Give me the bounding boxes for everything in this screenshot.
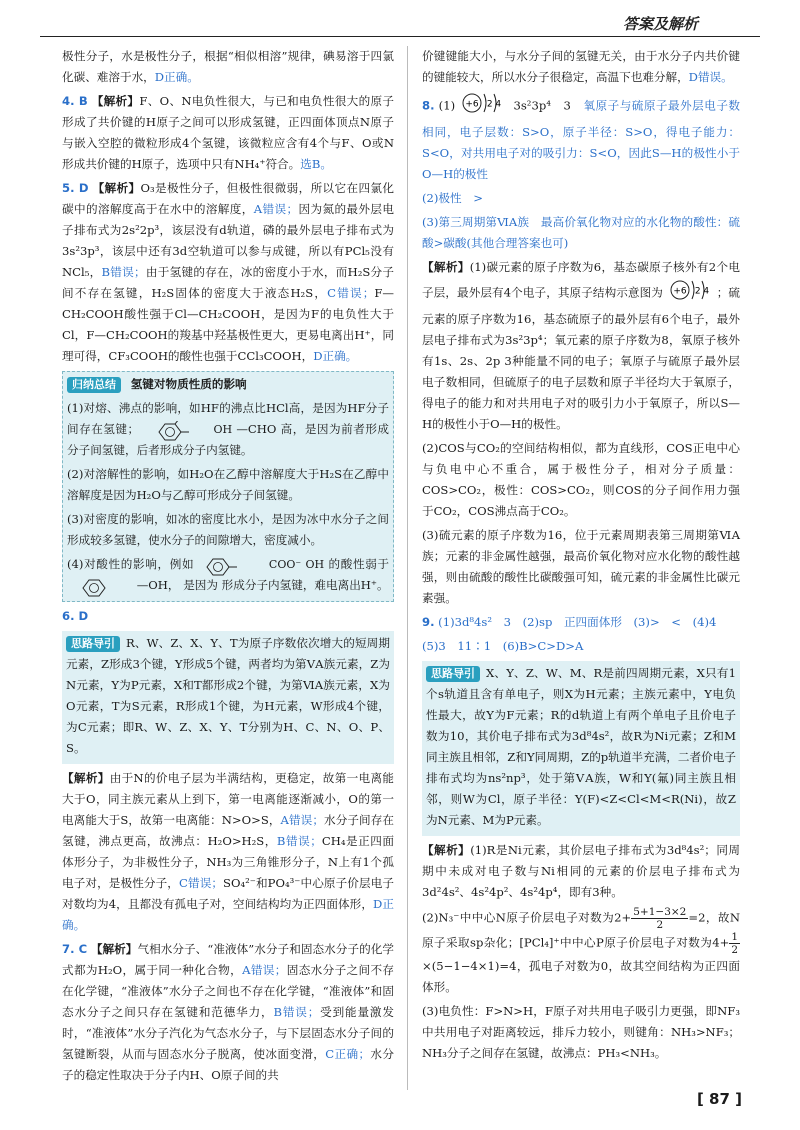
oh-label: OH <box>213 423 233 436</box>
page-number: [ 87 ] <box>696 1090 742 1108</box>
summary-box <box>62 371 394 602</box>
analysis-8-3: (3)硫元素的原子序数为16，位于元素周期表第三周期第ⅥA族；元素的非金属性越强，最高价氧化物对应水化物的酸性越强，则由硫酸的酸性比碳酸强可知，硫元素的非金属性比碳元素强。 <box>422 528 740 605</box>
fraction: $\frac{1}{2}$ <box>731 931 738 956</box>
carboxylate-label: COO⁻ <box>268 558 302 571</box>
answer-8-part-2: (2)极性 > <box>422 191 483 205</box>
summary-title: 氢键对物质性质的影响 <box>130 377 247 391</box>
continued-paragraph: 价键键能大小，与水分子间的氢键无关，由于水分子内共价键的键能较大，所以水分子很稳定，高温下也难分解，D错误。 <box>422 49 740 84</box>
atom-shells: 2 4 <box>694 286 709 297</box>
left-column <box>62 46 394 1089</box>
question-number: 4. B <box>62 94 88 108</box>
summary-item-3: (3)对密度的影响，如冰的密度比水小，是因为冰中水分子之间形成较多氢键，使水分子的间隙增大，密度减小。 <box>67 512 389 547</box>
analysis-6: 【解析】由于N的价电子层为半满结构，更稳定，故第一电离能大于O，同主族元素从上到下，第一电离能逐渐减小，O的第一电离能大于S，故第一电离能：N>O>S，A错误；水分子间存在氢键，沸点更高，故沸点：H₂O>H₂S，B错误；CH₄是正四面体形分子，为非极性分子，NH₃为三角锥形分子，N上有1个孤电子对，是极性分子，C错误；SO₄²⁻和PO₄³⁻中心原子价层电子对数均为4，且都没有孤电子对，空间结构均为正四面体形，D正确。 <box>62 771 394 932</box>
header-rule <box>40 36 760 37</box>
oh-label: OH <box>305 558 325 571</box>
benzene-structure <box>69 577 131 595</box>
answer-8-part-3: (3)第三周期第ⅥA族 最高价氧化物对应的水化物的酸性：硫酸>碳酸(其他合理答案也可) <box>422 215 740 250</box>
question-number: 8. <box>422 98 435 113</box>
answer-7: 7. C 【解析】气相水分子、“准液体”水分子和固态水分子的化学式都为H₂O，属于同一种化合物，A错误；固态水分子之间不存在化学键，“准液体”水分子之间也不存在化学键，“准液体”和固态水分子之间只存在氢键和范德华力，B错误；受到能量激发时，“准液体”水分子汽化为气态水分子，与下层固态水分子间的氢键断裂，从而与固态水分子脱离，使冰面变滑，C正确；水分子的稳定性取决于分子内H、O原子间的共 <box>62 942 395 1082</box>
benzene-structure <box>201 556 263 574</box>
question-number: 6. D <box>62 609 89 623</box>
analysis-9-3: (3)电负性：F>N>H，F原子对共用电子吸引力更强，即NF₃中共用电子对距离较远，排斥力较小，则键角：NH₃>NF₃；NH₃分子之间存在氢键，故沸点：PH₃<NH₃。 <box>422 1004 740 1060</box>
answer-8: 8. (1) +6 2 4 3s²3p⁴ 3 氧原子与硫原子最外层电子数相同，电子层数：S>O，原子半径：S>O，得电子能力：S<O，对共用电子对的吸引力：S<O，因此S—H的极性小于O—H的极性 <box>422 91 740 185</box>
atom-nucleus: +6 <box>465 99 479 110</box>
guide-pill: 思路导引 <box>66 636 120 652</box>
guide-box: 思路导引 X、Y、Z、W、M、R是前四周期元素，X只有1个s轨道且含有单电子，则X为H元素；主族元素中，Y电负性最大，故Y为F元素；R的d轨道上有两个单电子且价电子数为10，其价电子排布式为3d⁸4s²，故R为Ni元素；Z和M同主族且相邻，Z和Y同周期，Z的p轨道半充满，二者价电子排布式均为ns²np³，处于第ⅤA族，W和Y(氟)同主族且相邻，则W为Cl，原子半径：Y(F)<Z<Cl<M<R(Ni)，故Z为N元素、M为P元素。 <box>422 661 740 836</box>
analysis-9-2: (2)N₃⁻中中心N原子价层电子对数为2+ $\frac{5+1-3\times 2}{2}$ =2，故N原子采取sp杂化；[PCl₄]⁺中中心P原子价层电子对数为4+ $\frac{1}{2}$ ×(5−1−4×1)=4，孤电子对数为0，故其空间结构为正四面体形。 <box>422 906 740 994</box>
guide-box: 思路导引 R、W、Z、X、Y、T为原子序数依次增大的短周期元素，Z形成3个键，Y形成5个键，两者均为第ⅤA族元素，Z为N元素，Y为P元素，X和T都形成2个键，为第ⅥA族元素，X为O元素，T为S元素，R形成1个键，为H元素，W形成4个键，为C元素；即R、W、Z、X、Y、T分别为H、C、N、O、P、S。 <box>62 631 394 764</box>
column-divider <box>407 46 408 1090</box>
page-header <box>40 6 760 40</box>
answer-9: 9. (1)3d⁸4s² 3 (2)sp 正四面体形 (3)> < (4)4 <box>422 615 717 629</box>
atom-nucleus: +6 <box>673 286 687 297</box>
analysis-8-2: (2)COS与CO₂的空间结构相似，都为直线形，COS正电中心与负电中心不重合，属于极性分子，相对分子质量：COS>CO₂，极性：COS>CO₂，则COS的分子间作用力强于CO₂，COS沸点高于CO₂。 <box>422 441 740 518</box>
question-number: 5. D <box>62 181 89 195</box>
summary-item-1: (1)对熔、沸点的影响，如HF的沸点比HCl高，是因为HF分子间存在氢键； OH —CHO 高，是因为前者形成分子间氢键，后者形成分子内氢键。 <box>67 401 390 457</box>
benzene-structure <box>145 421 207 439</box>
summary-item-2: (2)对溶解性的影响，如H₂O在乙醇中溶解度大于H₂S在乙醇中溶解度是因为H₂O与乙醇可形成分子间氢键。 <box>67 467 389 502</box>
right-column <box>422 46 740 1067</box>
analysis-9-1: 【解析】(1)R是Ni元素，其价层电子排布式为3d⁸4s²；同周期中未成对电子数与Ni相同的元素的价层电子排布式为3d²4s²、4s²4p²、4s²4p⁴，即有3种。 <box>422 843 740 899</box>
analysis-8-1: 【解析】(1)碳元素的原子序数为6，基态碳原子核外有2个电子层，最外层有4个电子，其原子结构示意图为 +6 2 4 ；硫元素的原子序数为16，基态硫原子的最外层有6个电子，最外层电子排布式为3s²3p⁴；氧元素的原子序数为8，氧原子核外有1s、2s、2p 3种能量不同的电子；氧原子与硫原子最外层电子数相同，但硫原子的电子层数和原子半径均大于氧原子，得电子的能力和对共用电子对的吸引力小于氧原子，所以S—H的极性小于O—H的极性。 <box>422 260 740 431</box>
answer-6 <box>62 606 394 627</box>
atom-structure-diagram <box>461 91 507 122</box>
summary-item-4: (4)对酸性的影响，例如 COO⁻ OH 的酸性弱于 —OH， 是因为 形成分子内氢键，难电离出H⁺。 <box>67 554 389 596</box>
summary-header <box>67 374 389 395</box>
atom-shells: 2 4 <box>487 99 502 110</box>
answer-4: 4. B 【解析】F、O、N电负性很大，与已和电负性很大的原子形成了共价键的H原子之间可以形成氢键，正四面体顶点N原子与嵌入空腔的微粒形成4个氢键，该微粒应含有4个与F、O或N形成共价键的H原子，选项中只有NH₄⁺符合。选B。 <box>62 94 394 171</box>
answer-5: 5. D 【解析】O₃是极性分子，但极性很微弱，所以它在四氯化碳中的溶解度高于在水中的溶解度，A错误；因为氮的最外层电子排布式为2s²2p³，该层没有d轨道，磷的最外层电子排布式为3s²3p³，该层中还有3d空轨道可以参与成键，所以有PCl₅没有NCl₅，B错误；由于氢键的存在，冰的密度小于水，而H₂S分子间不存在氢键，H₂S固体的密度大于液态H₂S，C错误；F—CH₂COOH酸性强于Cl—CH₂COOH，是因为F的电负性大于Cl，F—CH₂COOH的羧基中羟基极性更大，更易电离出H⁺，同理可得，CF₃COOH的酸性也强于CCl₃COOH，D正确。 <box>62 181 395 363</box>
intro-paragraph: 极性分子，水是极性分子，根据“相似相溶”规律，碘易溶于四氯化碳、难溶于水，D正确。 <box>62 49 394 84</box>
summary-pill: 归纳总结 <box>67 377 121 393</box>
question-number: 7. C <box>62 942 88 956</box>
fraction: $\frac{5+1-3\times 2}{2}$ <box>633 906 687 931</box>
atom-structure-diagram <box>669 278 715 309</box>
answer-9-line-2: (5)3 11∶1 (6)B>C>D>A <box>422 639 584 653</box>
guide-pill: 思路导引 <box>426 666 480 682</box>
question-number: 9. <box>422 615 435 629</box>
header-title: 答案及解析 <box>622 15 698 33</box>
